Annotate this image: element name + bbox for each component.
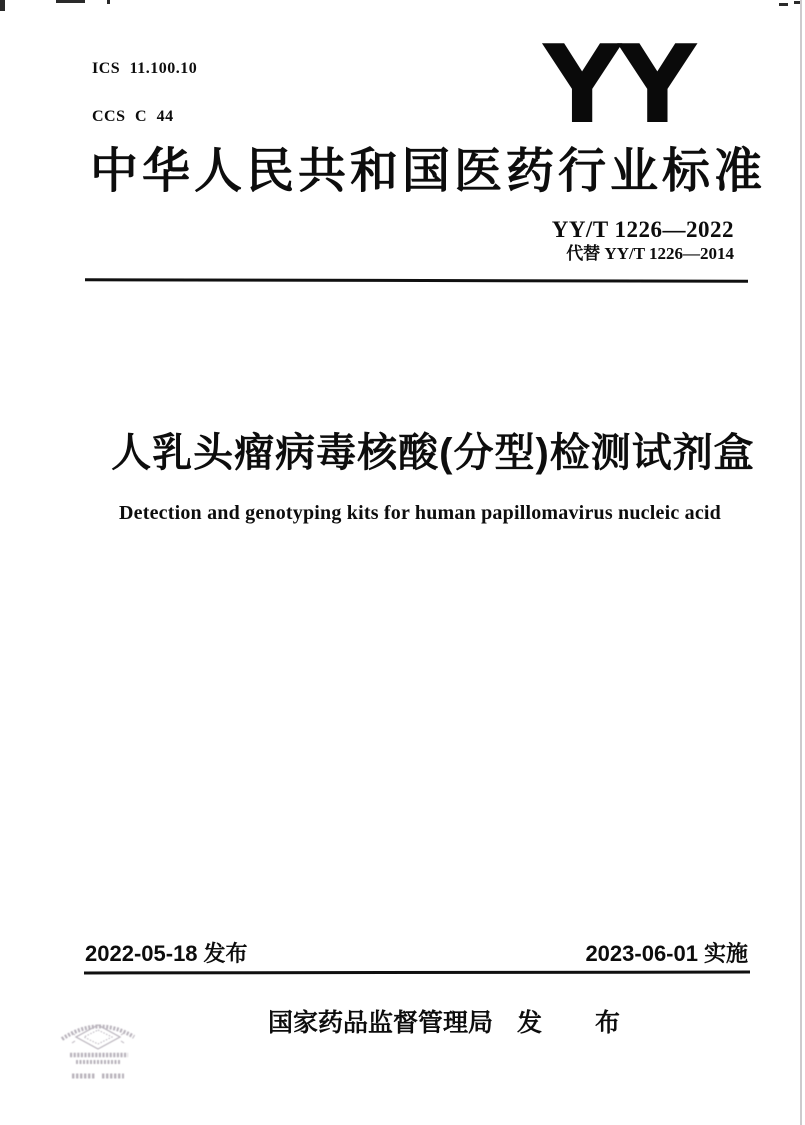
ccs-code: CCS C 44 bbox=[92, 108, 174, 125]
replaces-note: 代替 YY/T 1226—2014 bbox=[566, 244, 734, 263]
implementation-date-line bbox=[585, 941, 748, 967]
classification-codes bbox=[92, 29, 197, 157]
scan-artifact bbox=[0, 0, 5, 11]
standard-number: YY/T 1226—2022 bbox=[551, 217, 734, 242]
scan-artifact bbox=[779, 3, 788, 6]
yy-standard-logo: YY bbox=[543, 23, 694, 148]
certification-stamp-icon bbox=[56, 1013, 140, 1087]
standard-category-title: 中华人民共和国医药行业标准 bbox=[90, 145, 767, 198]
issue-date-line bbox=[85, 941, 248, 967]
footer-divider bbox=[84, 971, 750, 975]
document-title-chinese: 人乳头瘤病毒核酸(分型)检测试剂盒 bbox=[111, 431, 755, 475]
publish-action-label: 发 布 bbox=[517, 1009, 635, 1037]
implementation-date: 2023-06-01 bbox=[585, 941, 698, 966]
ics-code: ICS 11.100.10 bbox=[92, 60, 198, 77]
implementation-label: 实施 bbox=[703, 941, 748, 966]
issue-label: 发布 bbox=[203, 941, 248, 966]
issue-date: 2022-05-18 bbox=[85, 941, 198, 966]
scan-artifact bbox=[56, 0, 85, 3]
standard-number-block bbox=[552, 217, 734, 263]
publisher-name: 国家药品监督管理局 bbox=[268, 1009, 494, 1037]
publisher-line bbox=[268, 1008, 634, 1038]
header-divider bbox=[85, 278, 748, 282]
scan-artifact bbox=[107, 0, 110, 4]
document-title-english: Detection and genotyping kits for human papillomavirus nucleic acid bbox=[119, 502, 721, 524]
page-edge-line bbox=[800, 0, 802, 1125]
